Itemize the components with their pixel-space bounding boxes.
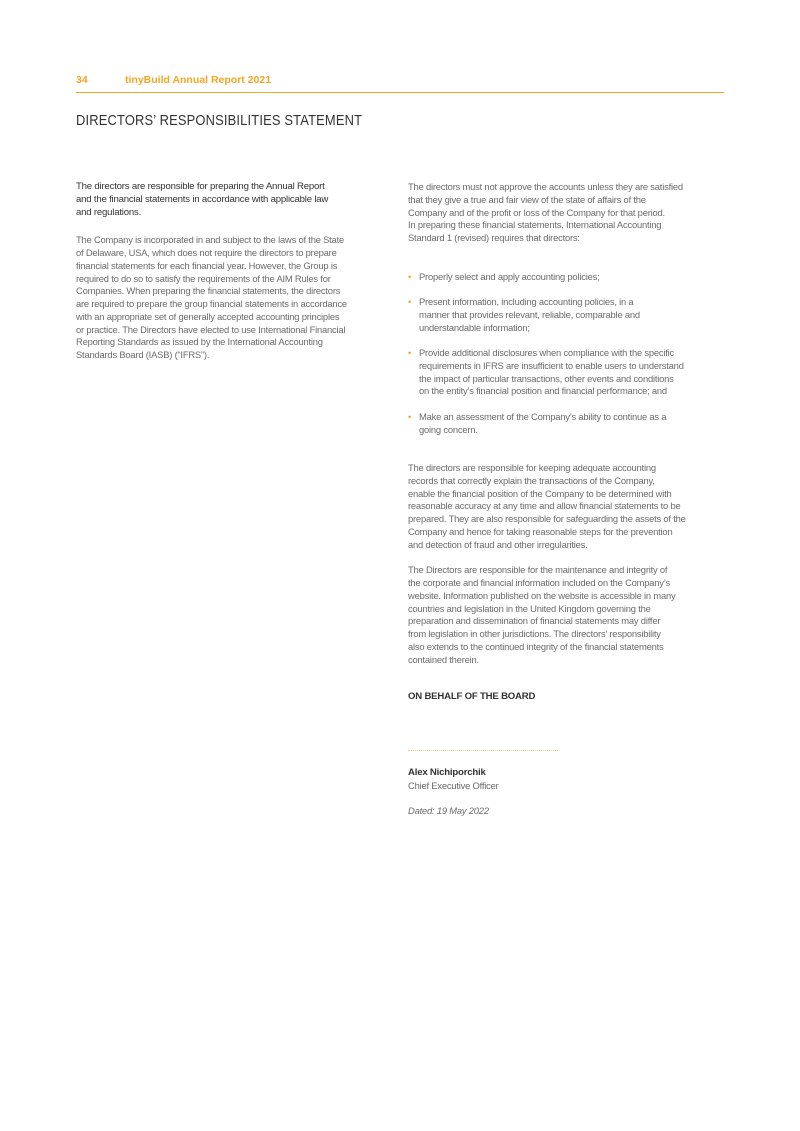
incorporation-paragraph: The Company is incorporated in and subject to the laws of the State of Delaware, USA, which does not require the directors to prepare financial statements for each financial year. However, the Group is required to do so to satisfy the requirements of the AIM Rules for Companies. When preparing the financial statements, the directors are required to prepare the group financial statements in accordance with an appropriate set of generally accepted accounting principles or practice. The Directors have elected to use International Financial Reporting Standards as issued by the International Accounting Standards Board (IASB) (“IFRS”). [76, 234, 347, 360]
list-item-text: Present information, including accounting policies, in a manner that provides relevant, reliable, comparable and understandable information; [419, 296, 640, 333]
list-item-text: Make an assessment of the Company’s ability to continue as a going concern. [419, 410, 667, 435]
header-rule [76, 92, 724, 93]
date-line: Dated: 19 May 2022 [408, 804, 489, 816]
right-column [408, 181, 724, 817]
lead-paragraph: The directors are responsible for preparing the Annual Report and the financial statements in accordance with applicable law and regulations. [76, 181, 329, 218]
list-item [408, 271, 724, 284]
records-paragraph: The directors are responsible for keeping adequate accounting records that correctly explain the transactions of the Company, enable the financial position of the Company to be determined with reasonable accuracy at any time and allow financial statements to be prepared. They are also responsible for safeguarding the assets of the Company and hence for taking reasonable steps for the prevention and detection of fraud and other irregularities. [408, 462, 686, 550]
bullet-icon: • [408, 270, 412, 282]
list-item [408, 296, 724, 334]
list-item-text: Properly select and apply accounting policies; [419, 270, 600, 282]
list-item [408, 347, 724, 398]
page-number: 34 [76, 74, 88, 86]
page-title: DIRECTORS’ RESPONSIBILITIES STATEMENT [76, 112, 363, 129]
bullet-icon: • [408, 347, 412, 358]
list-item-text: Provide additional disclosures when compliance with the specific requirements in IFRS are insufficient to enable users to understand the impact of particular transactions, other events and conditions on the entity’s financial position and financial performance; and [419, 347, 684, 397]
website-paragraph: The Directors are responsible for the maintenance and integrity of the corporate and financial information included on the Company’s website. Information published on the website is accessible in many countries and legislation in the United Kingdom governing the preparation and dissemination of financial statements may differ from legislation in other jurisdictions. The directors’ responsibility also extends to the continued integrity of the financial statements contained therein. [408, 564, 676, 665]
signatory-name: Alex Nichiporchik [408, 767, 486, 778]
board-heading: ON BEHALF OF THE BOARD [408, 691, 536, 703]
left-column [76, 181, 392, 362]
bullet-icon: • [408, 410, 412, 422]
bullet-icon: • [408, 296, 412, 307]
requirements-list [408, 258, 724, 449]
approval-paragraph: The directors must not approve the accounts unless they are satisfied that they give a true and fair view of the state of affairs of the Company and of the profit or loss of the Company for that period. In preparing these financial statements, International Accounting Standard 1 (revised) requires that directors: [408, 181, 683, 243]
report-title: tinyBuild Annual Report 2021 [125, 74, 272, 86]
signature-line [408, 750, 558, 751]
list-item [408, 411, 724, 437]
signatory-title: Chief Executive Officer [408, 779, 499, 791]
